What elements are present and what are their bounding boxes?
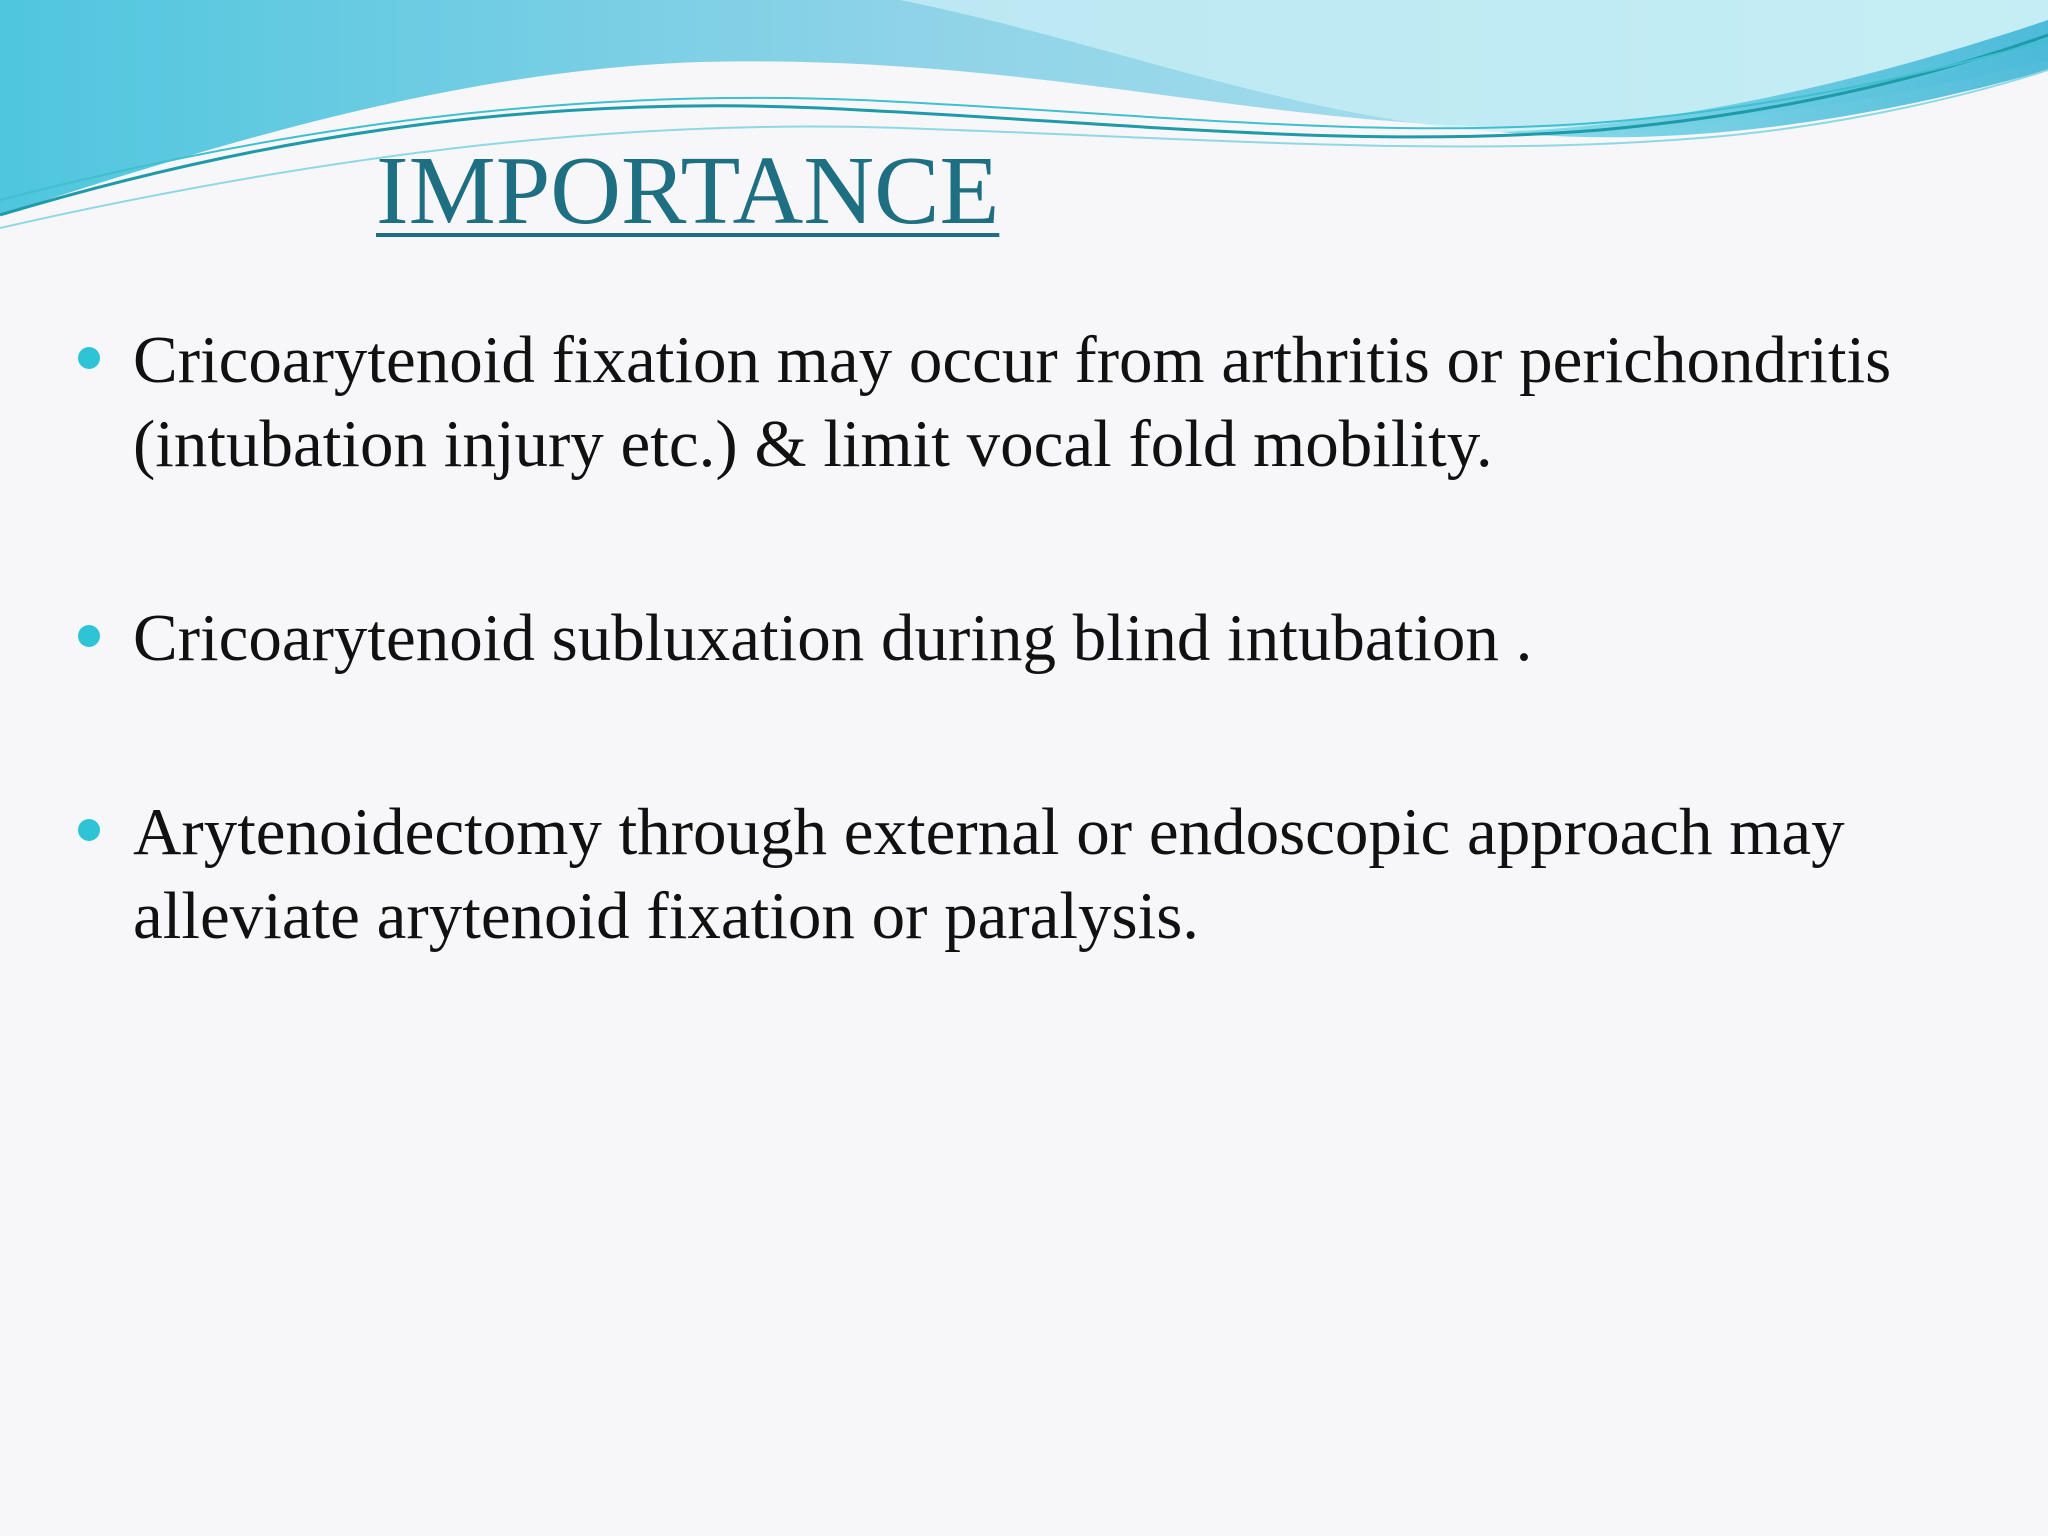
bullet-dot-icon — [78, 347, 100, 369]
bullet-text: Cricoarytenoid subluxation during blind intubation . — [133, 601, 1533, 675]
slide-title: IMPORTANCE — [376, 137, 1000, 245]
bullet-item — [0, 790, 2048, 958]
bullet-text: Cricoarytenoid fixation may occur from arthritis or perichondritis (intubation injury etc.) & limit vocal fold mobility. — [133, 323, 1892, 481]
bullet-text: Arytenoidectomy through external or endoscopic approach may alleviate arytenoid fixation or paralysis. — [133, 795, 1845, 953]
bullet-list — [0, 318, 2048, 958]
bullet-dot-icon — [78, 625, 100, 647]
header-wave-decoration — [0, 0, 2048, 240]
bullet-item — [0, 318, 2048, 486]
bullet-item — [0, 596, 2048, 680]
bullet-dot-icon — [78, 819, 100, 841]
